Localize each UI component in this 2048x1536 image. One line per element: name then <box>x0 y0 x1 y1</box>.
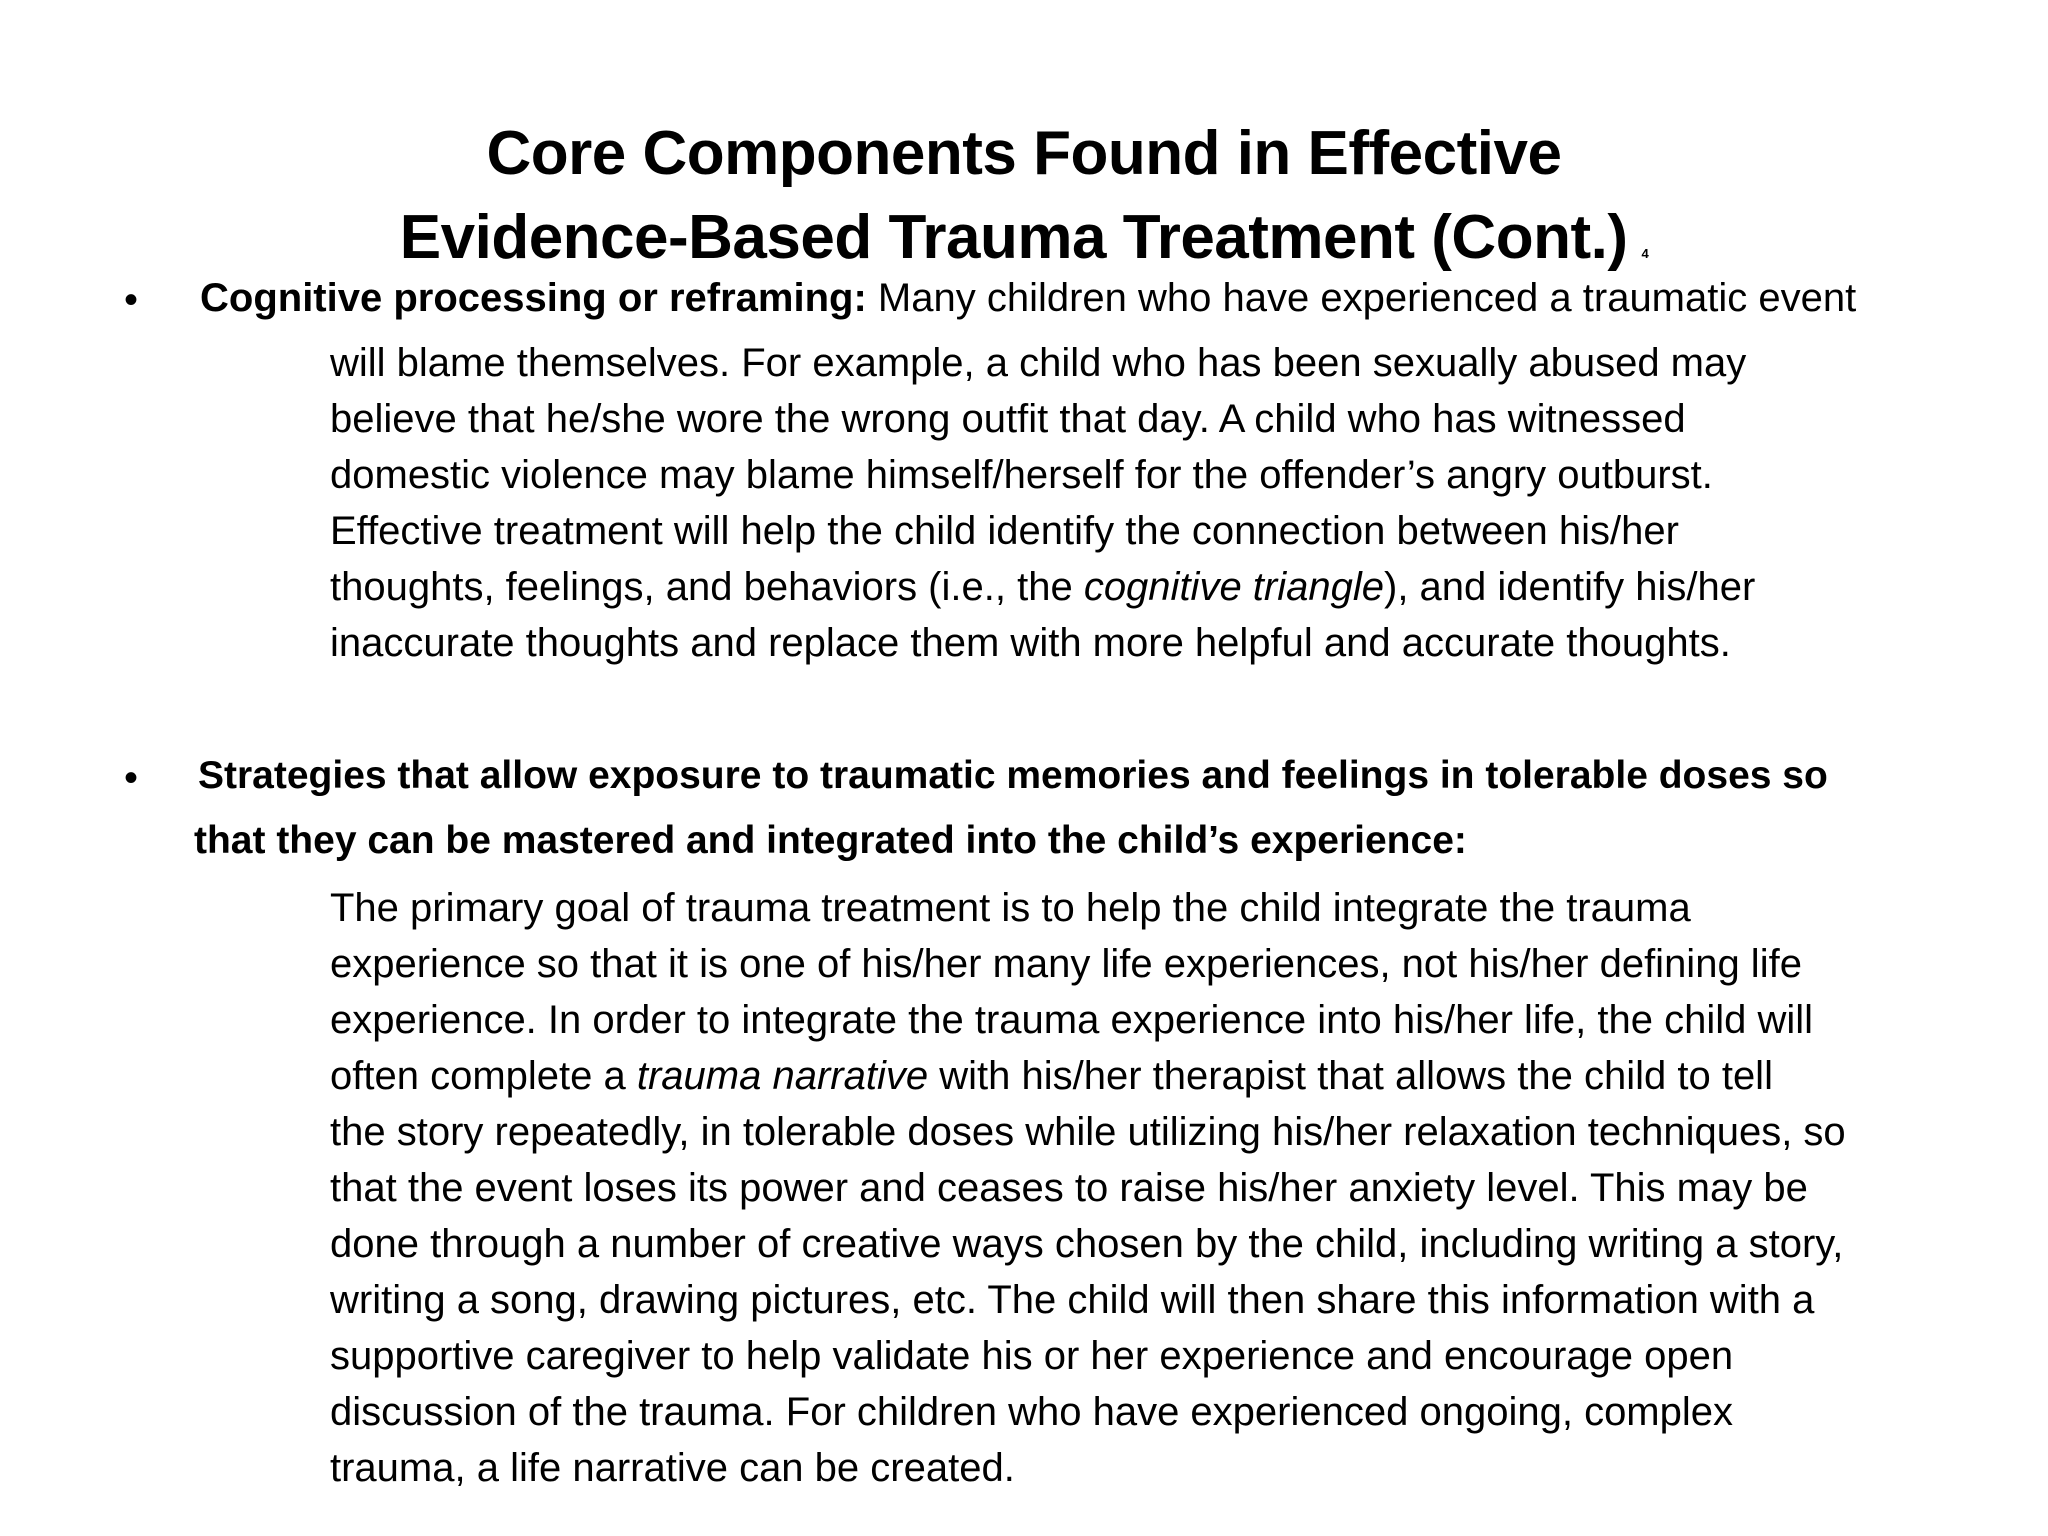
bullet-1-heading: Cognitive processing or reframing: <box>200 276 867 320</box>
title-line-1: Core Components Found in Effective <box>486 119 1562 188</box>
bullet-2-line-7: done through a number of creative ways chosen by the child, including writing a story, <box>330 1222 1844 1266</box>
bullet-2-line-4 <box>330 1048 1970 1104</box>
bullet-2-line-4-before: often complete a <box>330 1054 637 1098</box>
slide-title <box>0 112 2048 296</box>
bullet-2-line-9: supportive caregiver to help validate his or her experience and encourage open <box>330 1334 1734 1378</box>
title-line-2-text: Evidence-Based Trauma Treatment (Cont.) <box>399 203 1628 272</box>
bullet-2-heading-line-2: that they can be mastered and integrated into the child’s experience: <box>194 819 1467 862</box>
bullet-1-line-5-italic: cognitive triangle <box>1083 565 1384 609</box>
bullet-1-line-4: Effective treatment will help the child identify the connection between his/her <box>330 509 1679 553</box>
bullet-1-line-2: believe that he/she wore the wrong outfit that day. A child who has witnessed <box>330 397 1686 441</box>
bullet-2-line-6: that the event loses its power and ceases to raise his/her anxiety level. This may be <box>330 1166 1808 1210</box>
bullet-2-line-3: experience. In order to integrate the trauma experience into his/her life, the child will <box>330 998 1814 1042</box>
bullet-2-marker: • <box>124 756 139 800</box>
bullet-1-line-3: domestic violence may blame himself/herself for the offender’s angry outburst. <box>330 453 1713 497</box>
bullet-2-line-5: the story repeatedly, in tolerable doses while utilizing his/her relaxation techniques, so <box>330 1110 1846 1154</box>
bullet-1-line-5 <box>330 559 1970 615</box>
bullet-2-line-2: experience so that it is one of his/her many life experiences, not his/her defining life <box>330 942 1802 986</box>
bullet-1-line-5-after: ), and identify his/her <box>1384 565 1756 609</box>
bullet-1-marker: • <box>124 278 139 322</box>
title-superscript: 4 <box>1641 246 1649 261</box>
bullet-1-line-5-before: thoughts, feelings, and behaviors (i.e., the <box>330 565 1084 609</box>
bullet-2-line-11: trauma, a life narrative can be created. <box>330 1446 1015 1490</box>
bullet-1-lead <box>200 270 1856 326</box>
bullet-1-lead-text: Many children who have experienced a traumatic event <box>866 276 1857 320</box>
bullet-2-heading-line-1: Strategies that allow exposure to traumatic memories and feelings in tolerable doses so <box>198 754 1828 797</box>
bullet-2-line-8: writing a song, drawing pictures, etc. The child will then share this information with a <box>330 1278 1815 1322</box>
bullet-2-line-4-after: with his/her therapist that allows the child to tell <box>928 1054 1773 1098</box>
bullet-1-line-1: will blame themselves. For example, a child who has been sexually abused may <box>330 341 1747 385</box>
bullet-2-line-10: discussion of the trauma. For children who have experienced ongoing, complex <box>330 1390 1734 1434</box>
bullet-2-body <box>330 880 1970 1496</box>
bullet-2-line-1: The primary goal of trauma treatment is to help the child integrate the trauma <box>330 886 1691 930</box>
bullet-1-line-6: inaccurate thoughts and replace them with more helpful and accurate thoughts. <box>330 621 1731 665</box>
bullet-1-body <box>330 335 1970 671</box>
bullet-2-line-4-italic: trauma narrative <box>636 1054 929 1098</box>
